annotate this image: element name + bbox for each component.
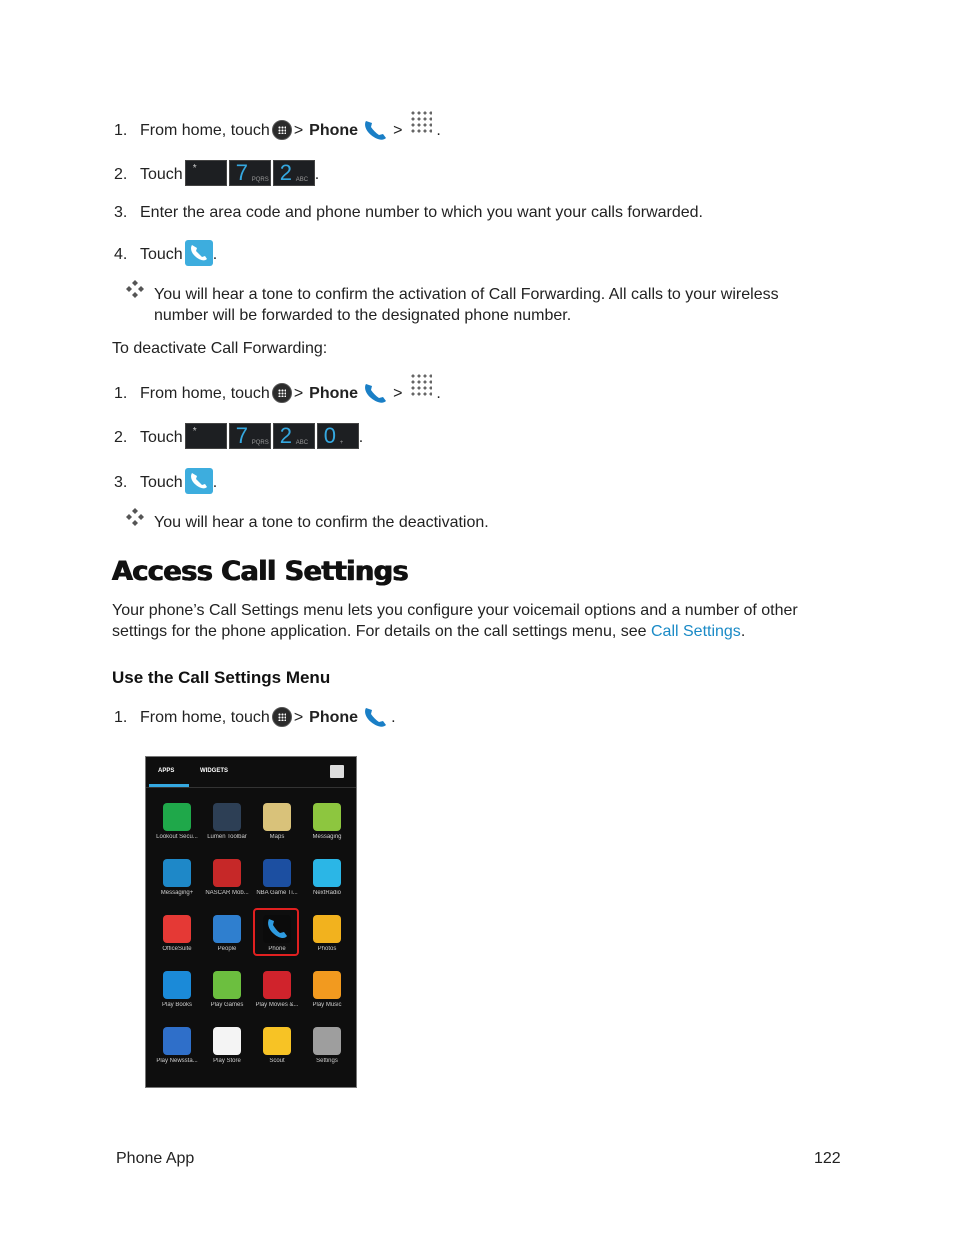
dialpad-icon [410,373,432,397]
separator: > [293,709,304,726]
note-text: You will hear a tone to confirm the activation of Call Forwarding. All calls to your wireless number will be forwarded to the designated phone number. [154,286,779,324]
separator: > [393,385,403,402]
app-icon [163,803,191,831]
app-label: Settings [316,1058,338,1064]
note-text: You will hear a tone to confirm the deactivation. [154,514,489,531]
app-icon [313,971,341,999]
section-title: Access Call Settings [112,556,409,587]
key-star: * [185,160,227,186]
all-apps-icon [272,120,292,140]
app-icon [313,1027,341,1055]
step-number: 1. [114,122,128,139]
app-icon [313,803,341,831]
note-activate [126,284,779,324]
app-tile [151,859,203,896]
call-settings-link[interactable]: Call Settings [650,623,741,640]
period: . [212,474,218,491]
app-icon [213,859,241,887]
app-label: NBA Game Ti... [256,890,298,896]
step-text: Touch [140,429,183,446]
bullet-diamond-icon [126,508,144,526]
app-icon [163,915,191,943]
app-icon [313,859,341,887]
step-number: 3. [114,474,128,491]
app-icon [313,915,341,943]
app-tile [301,859,353,896]
step-number: 1. [114,709,128,726]
app-label: Messaging [312,834,342,840]
key-7: 7 PQRS [229,423,271,449]
app-icon [213,971,241,999]
app-label: NextRadio [312,890,341,896]
app-label: Phone [268,946,286,952]
app-icon [263,971,291,999]
key-0: 0 + [317,423,359,449]
play-store-icon [330,765,344,778]
page-number: 122 [814,1150,841,1167]
app-label: Play Newssta... [156,1058,198,1064]
app-tile [151,803,203,840]
drawer-tabs [146,757,356,788]
app-icon [163,1027,191,1055]
highlight-frame [253,908,299,956]
step-text: Enter the area code and phone number to which you want your calls forwarded. [140,204,703,221]
app-label: OfficeSuite [162,946,192,952]
app-label: Scout [269,1058,285,1064]
tab-widgets: WIDGETS [200,768,228,774]
separator: > [393,122,403,139]
period: . [436,385,441,402]
app-icon [263,859,291,887]
period: . [436,122,441,139]
app-tile [301,971,353,1008]
call-button-icon [185,468,213,494]
tab-apps: APPS [158,768,175,774]
key-2: 2 ABC [273,423,315,449]
period: . [212,246,218,263]
phone-label: Phone [309,122,359,139]
phone-handset-icon [361,381,391,407]
step-text: Touch [140,246,183,263]
deactivate-intro: To deactivate Call Forwarding: [112,340,328,357]
app-tile [251,1027,303,1064]
dialpad-icon [410,110,432,134]
app-tile [201,971,253,1008]
active-tab-indicator [149,784,189,787]
call-button-icon [185,240,213,266]
app-tile [151,1027,203,1064]
step-text: Touch [140,474,183,491]
step-number: 2. [114,429,128,446]
app-label: Play Movies &... [255,1002,299,1008]
all-apps-icon [272,707,292,727]
section-text: Your phone’s Call Settings menu lets you configure your voicemail options and a number of other settings for the phone application. For details on the call settings menu, see [112,602,798,640]
app-tile [301,803,353,840]
period: . [740,623,746,640]
step-text: From home, touch [140,122,270,139]
key-2: 2 ABC [273,160,315,186]
all-apps-icon [272,383,292,403]
app-tile [201,1027,253,1064]
phone-handset-icon [361,118,391,144]
app-label: Lumen Toolbar [207,834,247,840]
app-label: Play Music [312,1002,342,1008]
app-tile [201,859,253,896]
app-label: Play Store [213,1058,241,1064]
bullet-diamond-icon [126,280,144,298]
app-icon [213,1027,241,1055]
step-number: 4. [114,246,128,263]
app-icon [213,915,241,943]
separator: > [293,122,304,139]
app-tile [301,1027,353,1064]
app-tile [301,915,353,952]
period: . [358,429,364,446]
phone-label: Phone [309,709,359,726]
app-icon [263,1027,291,1055]
app-label: Lookout Secu... [156,834,198,840]
app-icon [163,971,191,999]
period: . [391,709,396,726]
app-drawer-screenshot [145,756,357,1088]
app-tile [201,803,253,840]
app-label: People [217,946,237,952]
app-label: Play Games [210,1002,244,1008]
section-paragraph [112,600,832,642]
step-number: 3. [114,204,128,221]
step-text: Touch [140,166,183,183]
step-text: From home, touch [140,385,270,402]
app-tile [251,803,303,840]
key-star: * [185,423,227,449]
app-label: Play Books [161,1002,192,1008]
phone-label: Phone [309,385,359,402]
app-tile [151,915,203,952]
note-deactivate [126,512,489,531]
step-number: 1. [114,385,128,402]
app-label: NASCAR Mob... [205,890,249,896]
app-tile [251,859,303,896]
app-tile [251,915,303,952]
app-tile [251,971,303,1008]
step-text: From home, touch [140,709,270,726]
subsection-title: Use the Call Settings Menu [112,668,331,687]
phone-handset-icon [361,705,391,731]
app-icon [163,859,191,887]
app-label: Maps [269,834,285,840]
app-label: Messaging+ [160,890,194,896]
separator: > [293,385,304,402]
app-label: Photos [317,946,337,952]
app-tile [201,915,253,952]
key-7: 7 PQRS [229,160,271,186]
app-tile [151,971,203,1008]
app-icon [213,803,241,831]
app-icon [263,803,291,831]
footer-section: Phone App [116,1150,195,1167]
step-number: 2. [114,166,128,183]
period: . [314,166,320,183]
